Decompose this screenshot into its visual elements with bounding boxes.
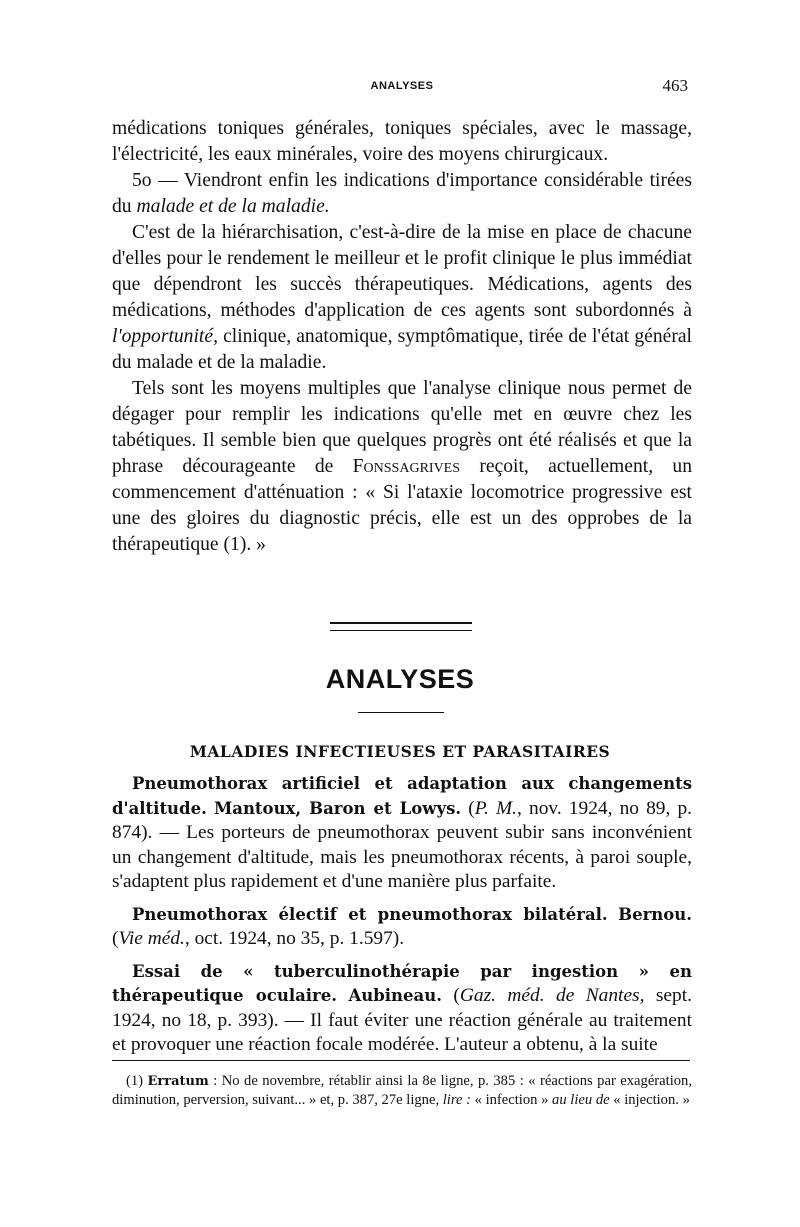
footnote-lire: lire : — [442, 1092, 471, 1108]
paragraph-2 — [112, 168, 692, 220]
abstract-entry — [112, 903, 692, 952]
abstract-entry — [112, 960, 692, 1058]
entry-title: Pneumothorax électif et pneumothorax bilatéral. — [132, 904, 608, 924]
footnote-label: (1) — [126, 1073, 148, 1089]
entry-ref: , nov. 1924, no 89, p. 874). — [112, 797, 692, 843]
entry-ref: , oct. 1924, no 35, p. 1.597). — [184, 928, 405, 949]
footnote-text-c: « injection. » — [609, 1092, 690, 1108]
section-title: ANALYSES — [325, 664, 475, 694]
paragraph-1: médications toniques générales, toniques spéciales, avec le massage, l'électricité, les eaux minérales, voire des moyens chirurgicaux. — [112, 118, 692, 165]
body-text — [112, 116, 692, 558]
entry-ref: sept. 1924, no 18, p. 393). — [112, 985, 692, 1031]
entry-ref-open: ( — [441, 985, 460, 1006]
paragraph-2-emphasis: malade et de la maladie. — [136, 196, 330, 217]
entry-journal: Gaz. méd. de Nantes, — [459, 985, 645, 1006]
paragraph-3-text-b: clinique, anatomique, symptômatique, tirée de l'état général du malade et de la maladie. — [112, 326, 692, 373]
section-divider — [330, 622, 472, 631]
footnote-au-lieu-de: au lieu de — [552, 1092, 610, 1108]
footnote — [112, 1072, 692, 1110]
title-underline — [358, 712, 444, 713]
entry-authors: Mantoux, Baron et Lowys. — [213, 798, 462, 818]
abstract-entries — [112, 772, 692, 1066]
footnote-text — [112, 1072, 692, 1110]
entry-text: — Il faut éviter une réaction générale au traitement et provoquer une réaction focale modérée. L'auteur a obtenu, à la suite — [112, 1009, 692, 1055]
abstract-entry — [112, 772, 692, 895]
entry-journal: P. M. — [474, 797, 518, 819]
author-name-smallcaps: Fonssagrives — [352, 456, 461, 477]
footnote-text-b: « infection » — [470, 1092, 553, 1108]
entry-title: Pneumothorax artificiel et adaptation aux changements d'altitude. — [112, 774, 692, 818]
footnote-rule — [112, 1060, 690, 1061]
paragraph-4-text-a: Tels sont les moyens multiples que l'analyse clinique nous permet de dégager pour remplir les indications qu'elle met en œuvre chez les tabétiques. Il semble bien que quelques progrès ont été réalisés et que la phrase décourageante de — [112, 378, 692, 477]
running-head-title: ANALYSES — [370, 80, 434, 92]
footnote-text-a: : No de novembre, rétablir ainsi la 8e ligne, p. 385 : « réactions par exagération, diminution, perversion, suivant... » et, p. 387, 27e ligne, — [112, 1073, 692, 1108]
page-number: 463 — [662, 76, 688, 95]
paragraph-4 — [112, 376, 692, 558]
entry-title: Essai de « tuberculinothérapie par ingestion » en thérapeutique oculaire. — [112, 961, 692, 1005]
entry-authors: Bernou. — [618, 904, 693, 924]
paragraph-3-emphasis: l'opportunité, — [112, 326, 218, 347]
entry-ref-open: ( — [461, 797, 475, 819]
running-head — [114, 76, 690, 96]
entry-authors: Aubineau. — [348, 986, 442, 1005]
footnote-erratum: Erratum — [147, 1074, 209, 1089]
paragraph-2-text: 5o — Viendront enfin les indications d'importance considérable tirées du — [112, 170, 692, 217]
entry-journal: Vie méd. — [118, 928, 185, 949]
subsection-title: MALADIES INFECTIEUSES ET PARASITAIRES — [189, 742, 611, 761]
paragraph-4-text-b: reçoit, actuellement, un commencement d'atténuation : « Si l'ataxie locomotrice progressive est une des gloires du diagnostic précis, elle est un des opprobes de la thérapeutique (1). » — [112, 456, 692, 555]
paragraph-3 — [112, 220, 692, 376]
entry-text: — Les porteurs de pneumothorax peuvent subir sans inconvénient un changement d'altitude, mais les pneumothorax récents, à paroi souple, s'adaptent plus rapidement et d'une manière plus parfaite. — [112, 822, 692, 892]
entry-ref-open: ( — [112, 928, 119, 949]
paragraph-3-text-a: C'est de la hiérarchisation, c'est-à-dire de la mise en place de chacune d'elles pour le rendement le meilleur et le profit clinique le plus immédiat que dépendront les succès thérapeutiques. Médications, agents des médications, méthodes d'application de ces agents sont subordonnés à — [112, 222, 692, 321]
